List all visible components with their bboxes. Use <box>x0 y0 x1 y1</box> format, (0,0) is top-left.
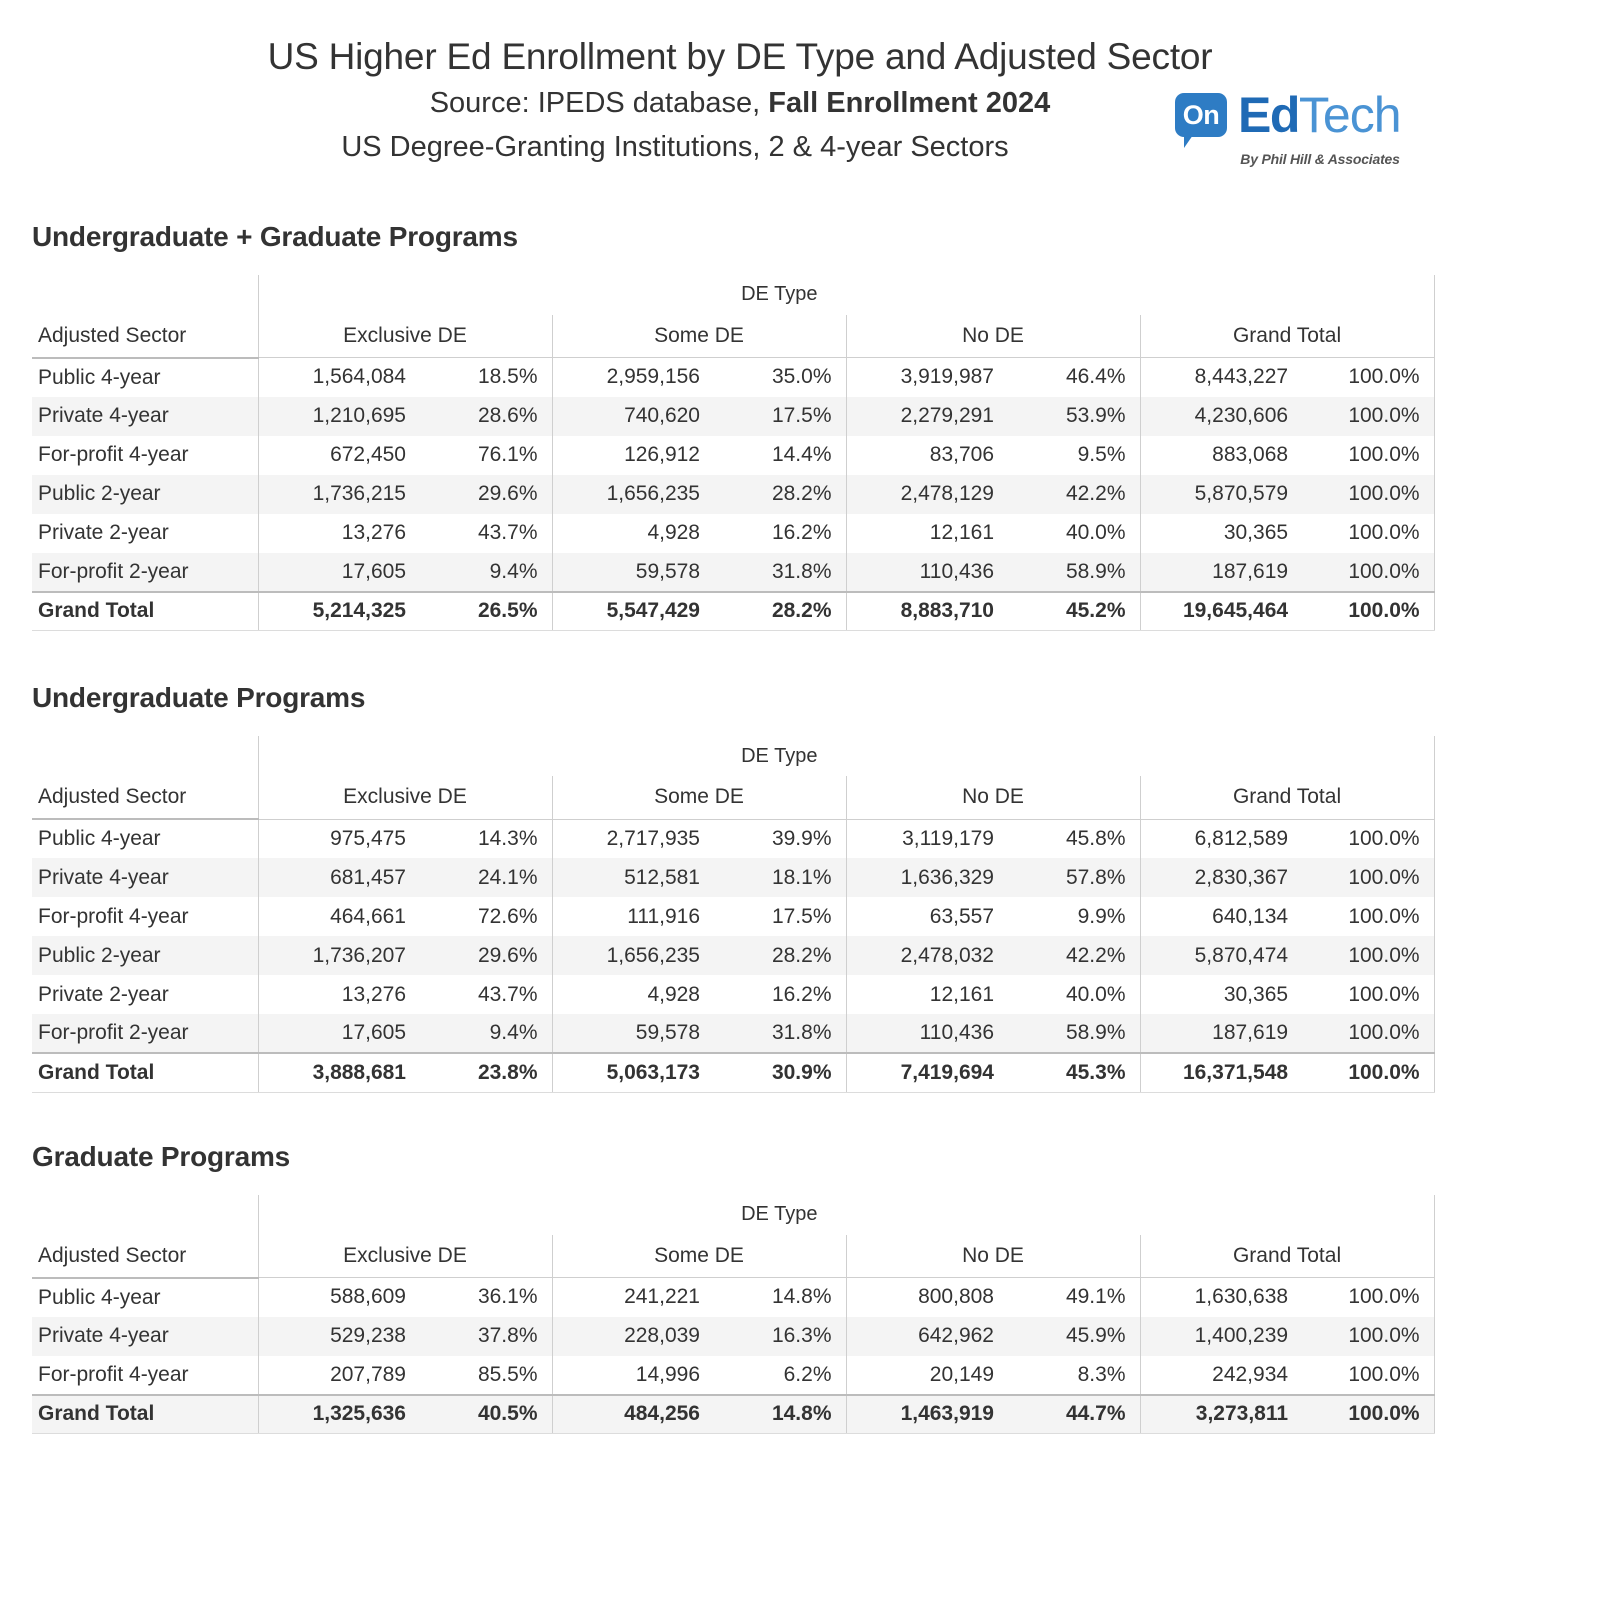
cell-exclusive-de-pct: 23.8% <box>418 1053 552 1092</box>
cell-grand-total-value: 1,630,638 <box>1140 1278 1300 1317</box>
speech-bubble-icon <box>1175 93 1227 137</box>
cell-grand-total-value: 30,365 <box>1140 514 1300 553</box>
cell-exclusive-de-value: 529,238 <box>258 1317 418 1356</box>
spacer-cell <box>32 736 258 776</box>
cell-grand-total-value: 30,365 <box>1140 975 1300 1014</box>
cell-no-de-pct: 53.9% <box>1006 397 1140 436</box>
cell-exclusive-de-value: 13,276 <box>258 975 418 1014</box>
column-header-grand-total: Grand Total <box>1140 315 1434 358</box>
cell-some-de-value: 1,656,235 <box>552 475 712 514</box>
column-header-no-de: No DE <box>846 776 1140 819</box>
cell-grand-total-value: 3,273,811 <box>1140 1395 1300 1434</box>
cell-no-de-value: 8,883,710 <box>846 592 1006 631</box>
cell-grand-total-value: 4,230,606 <box>1140 397 1300 436</box>
cell-some-de-value: 5,063,173 <box>552 1053 712 1092</box>
cell-exclusive-de-value: 975,475 <box>258 819 418 858</box>
cell-some-de-pct: 35.0% <box>771 365 832 389</box>
row-header-sector: Private 4-year <box>32 397 258 436</box>
table-row <box>32 936 1434 975</box>
column-header-grand-total: Grand Total <box>1140 1235 1434 1278</box>
column-header-some-de: Some DE <box>552 776 846 819</box>
column-header-sector: Adjusted Sector <box>32 776 258 819</box>
logo-tagline: By Phil Hill & Associates <box>1240 151 1400 167</box>
section-undergraduate-graduate <box>32 220 1420 632</box>
row-header-sector: Public 4-year <box>38 827 161 850</box>
cell-no-de-value: 800,808 <box>846 1278 1006 1317</box>
cell-no-de-value: 20,149 <box>846 1356 1006 1395</box>
cell-exclusive-de-value: 13,276 <box>258 514 418 553</box>
cell-some-de-value: 2,717,935 <box>552 819 712 858</box>
cell-exclusive-de-pct: 14.3% <box>477 826 538 850</box>
cell-no-de-value: 63,557 <box>846 897 1006 936</box>
cell-no-de-value: 110,436 <box>846 1014 1006 1053</box>
cell-exclusive-de-pct: 36.1% <box>477 1285 538 1309</box>
cell-exclusive-de-pct: 24.1% <box>418 858 552 897</box>
section-title: Graduate Programs <box>32 1140 291 1172</box>
page-header <box>0 0 1600 167</box>
table-group-header-row <box>32 776 1434 819</box>
row-header-sector: Public 2-year <box>32 936 258 975</box>
cell-no-de-pct: 40.0% <box>1065 982 1126 1006</box>
cell-exclusive-de-value: 5,214,325 <box>258 592 418 631</box>
section-undergraduate <box>32 682 1420 1093</box>
scope-line: US Degree-Granting Institutions, 2 & 4-year Sectors <box>341 130 1009 163</box>
table-row-total <box>32 1053 1434 1092</box>
de-type-label: DE Type <box>258 275 1300 315</box>
cell-some-de-value: 126,912 <box>552 436 712 475</box>
cell-grand-total-pct: 100.0% <box>1300 897 1434 936</box>
cell-some-de-value: 111,916 <box>552 897 712 936</box>
cell-some-de-value: 1,656,235 <box>552 936 712 975</box>
cell-no-de-pct: 45.8% <box>1065 826 1126 850</box>
cell-exclusive-de-pct: 28.6% <box>418 397 552 436</box>
logo-bubble-text: On <box>1182 99 1220 130</box>
cell-no-de-pct: 58.9% <box>1006 1014 1140 1053</box>
cell-exclusive-de-value: 1,210,695 <box>258 397 418 436</box>
cell-some-de-pct: 16.2% <box>771 982 832 1006</box>
cell-grand-total-pct: 100.0% <box>1300 1317 1434 1356</box>
table-row <box>32 858 1434 897</box>
cell-some-de-value: 512,581 <box>552 858 712 897</box>
cell-some-de-value: 59,578 <box>552 553 712 592</box>
cell-some-de-pct: 30.9% <box>712 1053 846 1092</box>
cell-no-de-pct: 9.9% <box>1077 904 1126 928</box>
cell-grand-total-value: 242,934 <box>1140 1356 1300 1395</box>
cell-exclusive-de-pct: 43.7% <box>477 982 538 1006</box>
cell-some-de-pct: 39.9% <box>771 826 832 850</box>
cell-grand-total-pct: 100.0% <box>1300 936 1434 975</box>
table-row <box>32 1356 1434 1395</box>
cell-grand-total-pct: 100.0% <box>1300 475 1434 514</box>
spacer-cell <box>32 275 258 315</box>
cell-exclusive-de-value: 17,605 <box>258 1014 418 1053</box>
cell-some-de-pct: 28.2% <box>712 592 846 631</box>
cell-grand-total-pct: 100.0% <box>1300 1053 1434 1092</box>
cell-grand-total-value: 187,619 <box>1140 553 1300 592</box>
column-header-no-de: No DE <box>846 1235 1140 1278</box>
cell-some-de-value: 740,620 <box>552 397 712 436</box>
column-header-exclusive-de: Exclusive DE <box>258 315 552 358</box>
cell-some-de-value: 228,039 <box>552 1317 712 1356</box>
column-header-sector: Adjusted Sector <box>32 315 258 358</box>
cell-some-de-value: 59,578 <box>552 1014 712 1053</box>
cell-grand-total-value: 5,870,474 <box>1140 936 1300 975</box>
pivot-table-undergraduate <box>32 736 1435 1093</box>
cell-some-de-pct: 18.1% <box>712 858 846 897</box>
cell-some-de-pct: 28.2% <box>712 936 846 975</box>
cell-exclusive-de-value: 1,736,207 <box>258 936 418 975</box>
table-row <box>32 819 1434 858</box>
cell-no-de-value: 110,436 <box>846 553 1006 592</box>
table-super-header-row <box>32 736 1434 776</box>
cell-no-de-value: 12,161 <box>846 514 1006 553</box>
cell-no-de-pct: 9.5% <box>1077 443 1126 466</box>
table-row-total <box>32 592 1434 631</box>
cell-exclusive-de-pct: 29.6% <box>418 936 552 975</box>
cell-exclusive-de-value: 207,789 <box>258 1356 418 1395</box>
cell-some-de-pct: 14.4% <box>771 443 832 466</box>
cell-no-de-value: 83,706 <box>846 436 1006 475</box>
cell-grand-total-pct: 100.0% <box>1300 592 1434 631</box>
table-row <box>32 1278 1434 1317</box>
cell-no-de-pct: 40.0% <box>1065 521 1126 544</box>
cell-some-de-value: 5,547,429 <box>552 592 712 631</box>
cell-some-de-pct: 17.5% <box>712 397 846 436</box>
cell-exclusive-de-value: 672,450 <box>258 436 418 475</box>
cell-grand-total-pct: 100.0% <box>1300 1014 1434 1053</box>
row-header-sector: For-profit 4-year <box>38 1362 189 1386</box>
logo-word-ed: Ed <box>1238 87 1299 143</box>
cell-grand-total-value: 187,619 <box>1140 1014 1300 1053</box>
cell-exclusive-de-value: 1,564,084 <box>258 358 418 397</box>
cell-some-de-value: 2,959,156 <box>552 358 712 397</box>
table-row <box>32 436 1434 475</box>
page-title: US Higher Ed Enrollment by DE Type and Adjusted Sector <box>267 36 1213 77</box>
cell-grand-total-value: 640,134 <box>1140 897 1300 936</box>
column-header-grand-total: Grand Total <box>1140 776 1434 819</box>
column-header-exclusive-de: Exclusive DE <box>258 776 552 819</box>
cell-no-de-pct: 45.3% <box>1006 1053 1140 1092</box>
cell-exclusive-de-pct: 9.4% <box>418 553 552 592</box>
cell-exclusive-de-pct: 9.4% <box>418 1014 552 1053</box>
cell-exclusive-de-value: 17,605 <box>258 553 418 592</box>
section-title: Undergraduate Programs <box>32 682 366 713</box>
cell-no-de-pct: 49.1% <box>1065 1285 1126 1309</box>
cell-no-de-pct: 58.9% <box>1006 553 1140 592</box>
spacer-cell-right <box>1300 275 1434 315</box>
table-super-header-row <box>32 1195 1434 1235</box>
cell-exclusive-de-value: 3,888,681 <box>258 1053 418 1092</box>
cell-some-de-pct: 16.3% <box>712 1317 846 1356</box>
cell-grand-total-pct: 100.0% <box>1300 1395 1434 1434</box>
section-title: Undergraduate + Graduate Programs <box>32 220 518 252</box>
cell-no-de-value: 1,463,919 <box>846 1395 1006 1434</box>
cell-no-de-value: 2,478,129 <box>846 475 1006 514</box>
cell-exclusive-de-value: 464,661 <box>258 897 418 936</box>
cell-no-de-value: 3,919,987 <box>846 358 1006 397</box>
cell-some-de-value: 484,256 <box>552 1395 712 1434</box>
cell-exclusive-de-pct: 76.1% <box>477 443 538 466</box>
section-graduate <box>32 1140 1420 1435</box>
pivot-table-graduate <box>32 1195 1435 1435</box>
cell-grand-total-pct: 100.0% <box>1300 358 1434 397</box>
column-header-exclusive-de: Exclusive DE <box>258 1235 552 1278</box>
cell-grand-total-pct: 100.0% <box>1300 819 1434 858</box>
table-row <box>32 1317 1434 1356</box>
row-header-sector: Grand Total <box>32 1395 258 1434</box>
cell-grand-total-value: 2,830,367 <box>1140 858 1300 897</box>
cell-grand-total-pct: 100.0% <box>1300 1278 1434 1317</box>
cell-grand-total-pct: 100.0% <box>1300 514 1434 553</box>
cell-no-de-pct: 42.2% <box>1006 936 1140 975</box>
de-type-label: DE Type <box>258 736 1300 776</box>
column-header-sector: Adjusted Sector <box>32 1235 258 1278</box>
cell-grand-total-value: 8,443,227 <box>1140 358 1300 397</box>
cell-grand-total-value: 5,870,579 <box>1140 475 1300 514</box>
cell-some-de-pct: 6.2% <box>783 1362 832 1386</box>
cell-grand-total-pct: 100.0% <box>1300 1356 1434 1395</box>
cell-no-de-pct: 45.2% <box>1006 592 1140 631</box>
row-header-sector: For-profit 4-year <box>38 904 189 928</box>
table-group-header-row <box>32 1235 1434 1278</box>
cell-exclusive-de-pct: 18.5% <box>477 365 538 389</box>
cell-no-de-pct: 45.9% <box>1006 1317 1140 1356</box>
row-header-sector: Private 4-year <box>32 1317 258 1356</box>
logo-wordmark <box>1175 86 1455 144</box>
cell-exclusive-de-pct: 37.8% <box>418 1317 552 1356</box>
cell-grand-total-pct: 100.0% <box>1300 436 1434 475</box>
spacer-cell <box>32 1195 258 1235</box>
cell-some-de-value: 241,221 <box>552 1278 712 1317</box>
row-header-sector: Private 2-year <box>38 982 169 1006</box>
table-row <box>32 897 1434 936</box>
cell-grand-total-value: 16,371,548 <box>1140 1053 1300 1092</box>
onedtech-logo <box>1175 86 1455 167</box>
table-row <box>32 553 1434 592</box>
cell-no-de-pct: 46.4% <box>1065 365 1126 389</box>
cell-exclusive-de-pct: 29.6% <box>418 475 552 514</box>
cell-some-de-pct: 31.8% <box>712 553 846 592</box>
cell-no-de-value: 2,279,291 <box>846 397 1006 436</box>
cell-no-de-value: 642,962 <box>846 1317 1006 1356</box>
pivot-table-undergraduate-graduate <box>32 275 1435 632</box>
row-header-sector: For-profit 4-year <box>38 443 189 466</box>
row-header-sector: Private 4-year <box>32 858 258 897</box>
table-super-header-row <box>32 275 1434 315</box>
cell-no-de-pct: 8.3% <box>1077 1362 1126 1386</box>
cell-exclusive-de-pct: 43.7% <box>477 521 538 544</box>
source-prefix: Source: IPEDS database, <box>429 87 769 120</box>
row-header-sector: Private 2-year <box>38 521 169 544</box>
row-header-sector: Grand Total <box>32 1053 258 1092</box>
de-type-label: DE Type <box>258 1195 1300 1235</box>
column-header-some-de: Some DE <box>552 315 846 358</box>
cell-grand-total-pct: 100.0% <box>1300 553 1434 592</box>
cell-some-de-value: 14,996 <box>552 1356 712 1395</box>
table-row <box>32 1014 1434 1053</box>
cell-exclusive-de-value: 1,325,636 <box>258 1395 418 1434</box>
cell-some-de-pct: 16.2% <box>771 521 832 544</box>
table-row <box>32 514 1434 553</box>
table-row <box>32 397 1434 436</box>
row-header-sector: For-profit 2-year <box>32 553 258 592</box>
cell-exclusive-de-pct: 72.6% <box>477 904 538 928</box>
cell-grand-total-value: 1,400,239 <box>1140 1317 1300 1356</box>
logo-word-tech: Tech <box>1298 87 1401 143</box>
cell-exclusive-de-value: 588,609 <box>258 1278 418 1317</box>
cell-no-de-pct: 44.7% <box>1006 1395 1140 1434</box>
cell-some-de-value: 4,928 <box>552 975 712 1014</box>
source-dataset: Fall Enrollment 2024 <box>768 87 1051 120</box>
table-group-header-row <box>32 315 1434 358</box>
cell-no-de-value: 2,478,032 <box>846 936 1006 975</box>
cell-exclusive-de-pct: 26.5% <box>418 592 552 631</box>
cell-exclusive-de-pct: 40.5% <box>418 1395 552 1434</box>
cell-no-de-value: 12,161 <box>846 975 1006 1014</box>
table-row <box>32 475 1434 514</box>
row-header-sector: Grand Total <box>32 592 258 631</box>
spacer-cell-right <box>1300 1195 1434 1235</box>
cell-no-de-pct: 57.8% <box>1006 858 1140 897</box>
table-row <box>32 975 1434 1014</box>
cell-some-de-pct: 14.8% <box>712 1395 846 1434</box>
cell-grand-total-pct: 100.0% <box>1300 397 1434 436</box>
cell-some-de-pct: 28.2% <box>712 475 846 514</box>
cell-some-de-pct: 14.8% <box>771 1285 832 1309</box>
column-header-some-de: Some DE <box>552 1235 846 1278</box>
cell-some-de-pct: 17.5% <box>771 904 832 928</box>
cell-some-de-pct: 31.8% <box>712 1014 846 1053</box>
cell-some-de-value: 4,928 <box>552 514 712 553</box>
cell-exclusive-de-value: 1,736,215 <box>258 475 418 514</box>
cell-grand-total-pct: 100.0% <box>1300 975 1434 1014</box>
spacer-cell-right <box>1300 736 1434 776</box>
cell-no-de-value: 3,119,179 <box>846 819 1006 858</box>
cell-grand-total-value: 6,812,589 <box>1140 819 1300 858</box>
table-row <box>32 358 1434 397</box>
cell-grand-total-value: 883,068 <box>1140 436 1300 475</box>
row-header-sector: Public 4-year <box>38 365 161 389</box>
row-header-sector: For-profit 2-year <box>32 1014 258 1053</box>
cell-exclusive-de-pct: 85.5% <box>477 1362 538 1386</box>
column-header-no-de: No DE <box>846 315 1140 358</box>
cell-no-de-pct: 42.2% <box>1006 475 1140 514</box>
row-header-sector: Public 4-year <box>38 1285 161 1309</box>
cell-no-de-value: 7,419,694 <box>846 1053 1006 1092</box>
cell-no-de-value: 1,636,329 <box>846 858 1006 897</box>
cell-grand-total-value: 19,645,464 <box>1140 592 1300 631</box>
table-row-total <box>32 1395 1434 1434</box>
cell-exclusive-de-value: 681,457 <box>258 858 418 897</box>
row-header-sector: Public 2-year <box>32 475 258 514</box>
cell-grand-total-pct: 100.0% <box>1300 858 1434 897</box>
